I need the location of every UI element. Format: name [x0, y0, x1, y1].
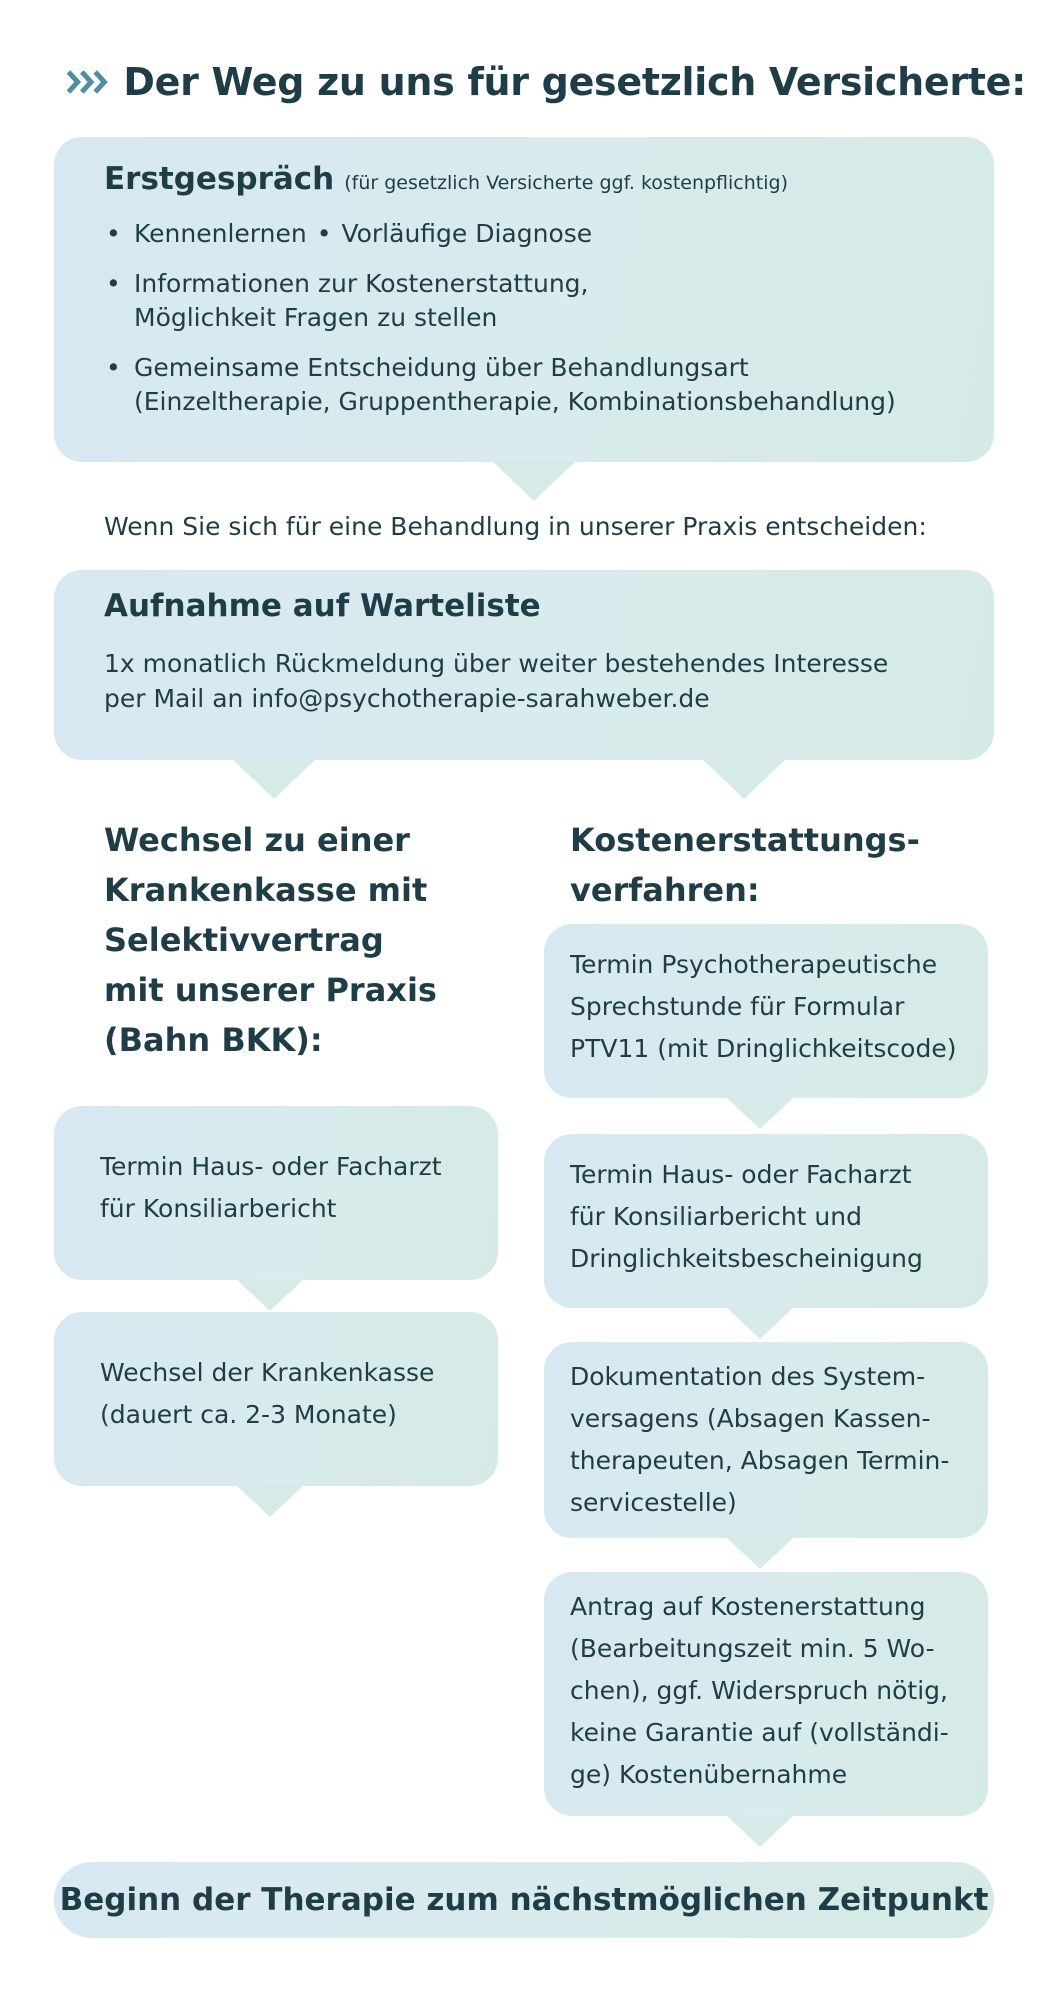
final-box — [54, 1862, 994, 1938]
warteliste-title: Aufnahme auf Warteliste — [104, 588, 541, 624]
connector-arrow — [236, 1279, 304, 1311]
warteliste-box — [54, 570, 994, 760]
right-column-heading: Kostenerstattungs- verfahren: — [570, 821, 920, 909]
list-item: • Informationen zur Kostenerstattung, Möglichkeit Fragen zu stellen — [104, 267, 944, 335]
right-step-4: Antrag auf Kostenerstattung (Bearbeitungszeit min. 5 Wo- chen), ggf. Widerspruch nötig, keine Garantie auf (vollständi- ge) Kostenübernahme — [544, 1572, 988, 1816]
right-step-2: Termin Haus- oder Facharzt für Konsiliarbericht und Dringlichkeitsbescheinigung — [544, 1134, 988, 1308]
right-step-3: Dokumentation des System- versagens (Absagen Kassen- therapeuten, Absagen Termin- servicestelle) — [544, 1342, 988, 1538]
erstgespraech-box — [54, 137, 994, 462]
connector-arrow — [726, 1307, 794, 1339]
connector-arrow — [236, 1485, 304, 1517]
list-item: • Kennenlernen • Vorläufige Diagnose — [104, 217, 944, 251]
warteliste-text: 1x monatlich Rückmeldung über weiter bestehendes Interesse per Mail an info@psychotherapie-sarahweber.de — [104, 649, 889, 713]
page-title: Der Weg zu uns für gesetzlich Versicherte: — [123, 60, 1026, 104]
connector-arrow-left — [232, 759, 316, 799]
connector-arrow — [492, 461, 576, 501]
erstgespraech-list — [104, 217, 944, 419]
erstgespraech-note: (für gesetzlich Versicherte ggf. kostenpflichtig) — [344, 172, 788, 194]
final-text: Beginn der Therapie zum nächstmöglichen Zeitpunkt — [59, 1882, 989, 1918]
left-step-2: Wechsel der Krankenkasse (dauert ca. 2-3 Monate) — [54, 1312, 498, 1486]
connector-arrow — [726, 1537, 794, 1569]
left-column-heading: Wechsel zu einer Krankenkasse mit Selektivvertrag mit unserer Praxis (Bahn BKK): — [104, 821, 437, 1059]
connector-arrow — [726, 1815, 794, 1847]
list-item: • Gemeinsame Entscheidung über Behandlungsart (Einzeltherapie, Gruppentherapie, Kombinationsbehandlung) — [104, 351, 944, 419]
connector-arrow — [726, 1097, 794, 1129]
connector-arrow-right — [702, 759, 786, 799]
decision-text: Wenn Sie sich für eine Behandlung in unserer Praxis entscheiden: — [104, 512, 927, 541]
left-step-1: Termin Haus- oder Facharzt für Konsiliarbericht — [54, 1106, 498, 1280]
right-step-1: Termin Psychotherapeutische Sprechstunde für Formular PTV11 (mit Dringlichkeitscode) — [544, 924, 988, 1098]
erstgespraech-title: Erstgespräch — [104, 161, 335, 197]
triple-chevron-right-icon — [66, 67, 109, 97]
page-header — [66, 52, 1026, 112]
